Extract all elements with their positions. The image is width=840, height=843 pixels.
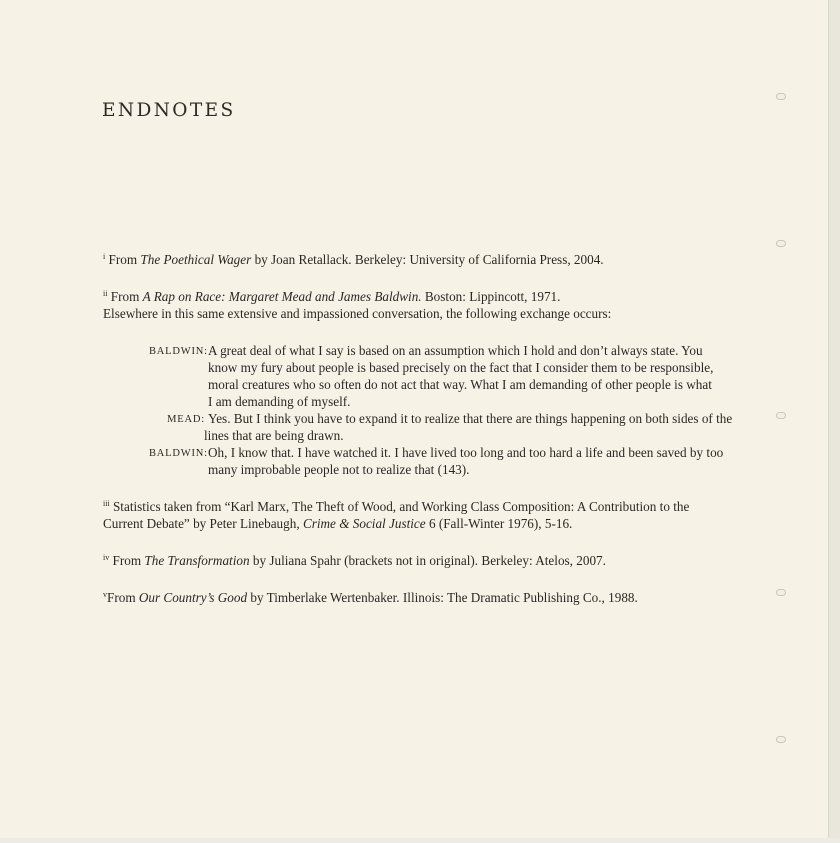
binding-hole bbox=[776, 736, 786, 743]
binding-hole bbox=[776, 93, 786, 100]
endnote-i: $^i$ From The Poethical Wager by Joan Retallack. Berkeley: University of California Press, 2004. bbox=[103, 252, 604, 267]
speech-text: Oh, I know that. I have watched it. I have lived too long and too hard a life and been saved by too many improbable people not to realize that (143). bbox=[208, 445, 724, 477]
page-title: ENDNOTES bbox=[102, 100, 236, 121]
work-title: Our Country’s Good bbox=[138, 590, 248, 605]
speaker-label: MEAD: bbox=[167, 414, 205, 425]
binding-hole bbox=[776, 240, 786, 247]
exchange-entry bbox=[149, 342, 749, 410]
speaker-label: BALDWIN: bbox=[149, 346, 208, 357]
speech-text: Yes. But I think you have to expand it to realize that there are things happening on both sides of the lines that are being drawn. bbox=[204, 411, 733, 443]
exchange-entry bbox=[149, 444, 749, 478]
note-marker: ii bbox=[103, 289, 108, 298]
note-marker: iii bbox=[103, 499, 110, 508]
speaker-label: BALDWIN: bbox=[149, 448, 208, 459]
binding-hole bbox=[776, 412, 786, 419]
endnote-iii-continuation: Current Debate” by Peter Linebaugh, Crime & Social Justice 6 (Fall-Winter 1976), 5-16. bbox=[103, 516, 573, 531]
endnote-v: $^v$From Our Country’s Good by Timberlake Wertenbaker. Illinois: The Dramatic Publishing Co., 1988. bbox=[103, 590, 638, 605]
note-marker: v bbox=[103, 590, 107, 599]
endnote-ii: $^{ii}$ From A Rap on Race: Margaret Mead and James Baldwin. Boston: Lippincott, 1971. bbox=[103, 289, 561, 304]
exchange-entry bbox=[149, 410, 749, 444]
binding-hole bbox=[776, 589, 786, 596]
exchange-block bbox=[149, 342, 749, 478]
endnotes-body bbox=[103, 251, 803, 606]
endnote-iii: $^{iii}$ Statistics taken from “Karl Marx, The Theft of Wood, and Working Class Composition: A Contribution to the bbox=[103, 499, 690, 514]
work-title: The Poethical Wager bbox=[140, 252, 252, 267]
note-marker: iv bbox=[103, 553, 110, 562]
note-marker: i bbox=[103, 252, 106, 261]
work-title: A Rap on Race: Margaret Mead and James Baldwin. bbox=[142, 289, 422, 304]
work-title: The Transformation bbox=[144, 553, 250, 568]
endnote-ii-continuation: Elsewhere in this same extensive and impassioned conversation, the following exchange occurs: bbox=[103, 306, 612, 321]
endnote-iv: $^{iv}$ From The Transformation by Juliana Spahr (brackets not in original). Berkeley: Atelos, 2007. bbox=[103, 553, 606, 568]
work-title: Crime & Social Justice bbox=[302, 516, 426, 531]
page-edge bbox=[0, 838, 840, 843]
speech-text: A great deal of what I say is based on an assumption which I hold and don’t always state. You know my fury about people is based precisely on the fact that I consider them to be responsible, moral creatures who so often do not act that way. What I am demanding of other people is what I am demanding of myself. bbox=[208, 343, 714, 409]
